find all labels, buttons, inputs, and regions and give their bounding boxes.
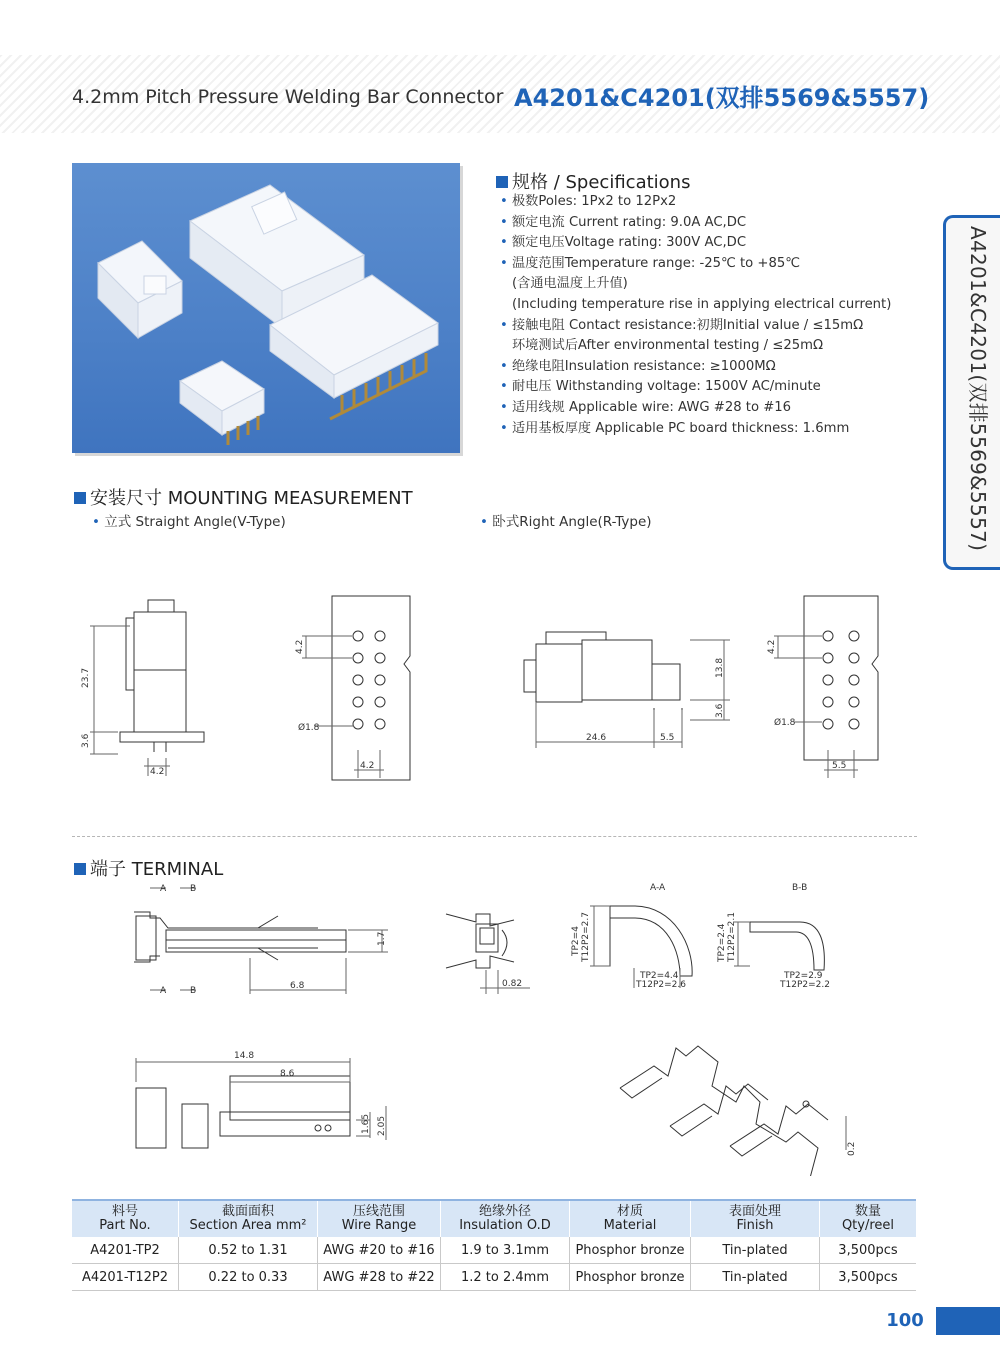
r-type-label: • 卧式Right Angle(R-Type) — [480, 514, 652, 530]
dim-label: 24.6 — [586, 733, 607, 743]
dim-label: 0.2 — [847, 1141, 857, 1156]
connector-photo-illustration — [72, 163, 460, 453]
footprint-holes — [353, 631, 385, 729]
table-cell: 3,500pcs — [820, 1264, 917, 1291]
table-header-row — [72, 1200, 916, 1237]
table-cell: AWG #28 to #22 — [318, 1264, 441, 1291]
dim-label: T12P2=2.6 — [636, 980, 686, 990]
column-header: 表面处理 Finish — [691, 1200, 820, 1237]
page-number: 100 — [874, 1307, 936, 1335]
table-cell: Phosphor bronze — [570, 1237, 691, 1264]
list-item: • 适用基板厚度 Applicable PC board thickness: 1.6mm — [500, 420, 850, 436]
table-row — [72, 1237, 916, 1264]
dim-label: 4.2 — [360, 761, 375, 771]
list-item: • 极数Poles: 1Px2 to 12Px2 — [500, 194, 677, 209]
mounting-drawing-svg — [70, 590, 900, 790]
list-item: • 接触电阻 Contact resistance:初期Initial value / ≤15mΩ — [500, 317, 864, 333]
dim-label: 3.6 — [715, 703, 725, 718]
list-item: • 额定电流 Current rating: 9.0A AC,DC — [500, 214, 747, 230]
table-cell: 0.52 to 1.31 — [179, 1237, 318, 1264]
specifications-heading: 规格 / Specifications — [496, 168, 690, 194]
dim-label: Ø1.8 — [298, 723, 320, 733]
page-title: 4.2mm Pitch Pressure Welding Bar Connector — [72, 86, 504, 108]
mounting-heading: 安装尺寸 MOUNTING MEASUREMENT — [74, 484, 413, 510]
table-cell: 3,500pcs — [820, 1237, 917, 1264]
mounting-drawings — [70, 590, 900, 794]
r-type-side-view — [524, 632, 730, 748]
dim-label: TP2=2.4 — [717, 923, 727, 962]
terminal-drawing-svg — [70, 876, 870, 1176]
list-item: • 绝缘电阻Insulation resistance: ≥1000MΩ — [500, 358, 776, 374]
dim-label: 13.8 — [715, 657, 725, 678]
dim-label: A — [160, 884, 167, 894]
dim-label: 5.5 — [660, 733, 675, 743]
dim-label: TP2=4 — [571, 926, 581, 956]
terminal-side-view — [136, 1058, 386, 1148]
dim-label: 1.65 — [361, 1113, 371, 1134]
list-item-note: (含通电温度上升值) — [512, 276, 628, 292]
dim-label: 23.7 — [81, 667, 91, 688]
dim-label: 4.2 — [767, 639, 777, 654]
column-header: 截面面积 Section Area mm² — [179, 1200, 318, 1237]
side-tab — [943, 215, 1000, 570]
dim-label: 6.8 — [290, 981, 305, 991]
dim-label: 4.2 — [295, 639, 305, 654]
specifications-list — [500, 192, 891, 439]
side-tab-label: A4201&C4201(双排5569&5557) — [966, 226, 990, 552]
column-header: 数量 Qty/reel — [820, 1200, 917, 1237]
dim-label: 4.2 — [150, 767, 165, 777]
v-type-connector — [180, 361, 264, 445]
dim-label: T12P2=2.2 — [780, 980, 830, 990]
v-type-label: • 立式 Straight Angle(V-Type) — [92, 514, 286, 530]
square-bullet-icon — [74, 863, 86, 875]
column-header: 料号 Part No. — [72, 1200, 179, 1237]
terminal-drawings — [70, 876, 870, 1180]
section-b-b — [734, 922, 824, 970]
table-cell: 1.9 to 3.1mm — [441, 1237, 570, 1264]
dim-label: 14.8 — [234, 1051, 255, 1061]
list-item: • 适用线规 Applicable wire: AWG #28 to #16 — [500, 399, 792, 415]
dim-label: 2.05 — [377, 1115, 387, 1136]
list-item-note: (Including temperature rise in applying electrical current) — [512, 296, 892, 312]
square-bullet-icon — [496, 176, 508, 188]
list-item: • 温度范围Temperature range: -25℃ to +85℃ — [500, 255, 801, 271]
dim-label: 3.6 — [81, 733, 91, 748]
dim-label: A — [160, 986, 167, 996]
model-title: A4201&C4201(双排5569&5557) — [514, 84, 930, 112]
column-header: 压线范围 Wire Range — [318, 1200, 441, 1237]
dim-label: B — [190, 884, 197, 894]
dim-label: TP2=2.9 — [784, 971, 823, 981]
dim-label: 8.6 — [280, 1069, 295, 1079]
table-cell: 0.22 to 0.33 — [179, 1264, 318, 1291]
table-cell: Phosphor bronze — [570, 1264, 691, 1291]
column-header: 材质 Material — [570, 1200, 691, 1237]
terminal-top-view — [134, 888, 388, 994]
r-type-footprint — [774, 596, 878, 778]
list-item-note: 环境测试后After environmental testing / ≤25mΩ — [512, 338, 824, 354]
product-photo — [72, 163, 460, 453]
dim-label: 1.7 — [377, 931, 387, 946]
dim-label: TP2=4.4 — [640, 971, 679, 981]
square-bullet-icon — [74, 492, 86, 504]
dim-label: B — [190, 986, 197, 996]
table-cell: A4201-T12P2 — [72, 1264, 179, 1291]
v-type-footprint — [302, 596, 410, 780]
column-header: 绝缘外径 Insulation O.D — [441, 1200, 570, 1237]
terminal-strip-isometric — [620, 1046, 846, 1176]
table-cell: Tin-plated — [691, 1237, 820, 1264]
dim-label: A-A — [650, 883, 666, 893]
table-cell: A4201-TP2 — [72, 1237, 179, 1264]
table-cell: Tin-plated — [691, 1264, 820, 1291]
table-cell: 1.2 to 2.4mm — [441, 1264, 570, 1291]
table-row — [72, 1264, 916, 1291]
list-item: • 额定电压Voltage rating: 300V AC,DC — [500, 235, 747, 251]
list-item: • 耐电压 Withstanding voltage: 1500V AC/minute — [500, 379, 821, 395]
small-connector — [98, 241, 182, 338]
dim-label: T12P2=2.7 — [581, 912, 591, 962]
table-cell: AWG #20 to #16 — [318, 1237, 441, 1264]
dim-label: Ø1.8 — [774, 718, 796, 728]
dim-label: 0.82 — [502, 979, 523, 989]
section-divider — [72, 836, 917, 837]
dim-label: B-B — [792, 883, 808, 893]
terminal-spec-table — [72, 1199, 916, 1291]
terminal-heading: 端子 TERMINAL — [74, 855, 223, 881]
dim-label: 5.5 — [832, 761, 847, 771]
v-type-side-view — [90, 600, 204, 776]
dim-label: T12P2=2.1 — [727, 912, 737, 962]
